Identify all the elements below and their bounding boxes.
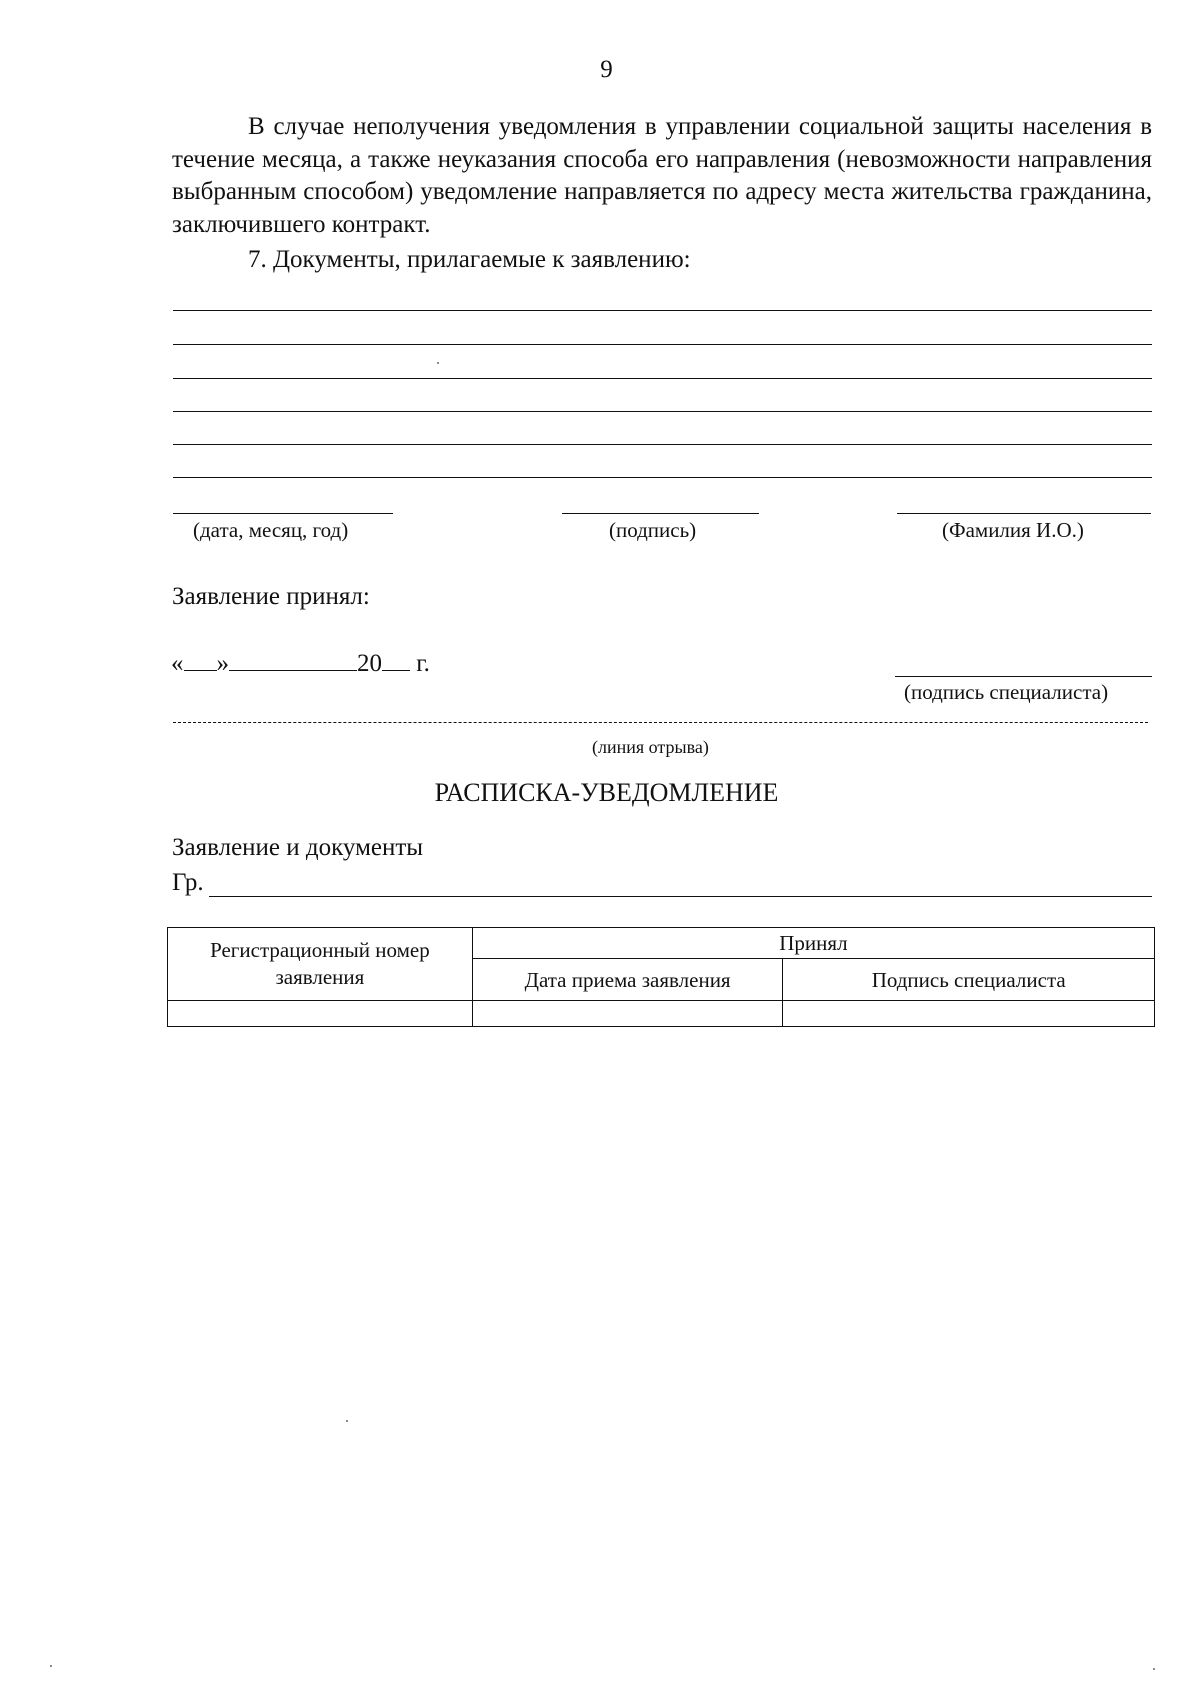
receipt-table [167,927,1155,1027]
reg-number-header: Регистрационный номер заявления [168,928,473,1001]
citizen-prefix: Гр. [172,869,204,896]
attached-documents-line[interactable] [173,344,1152,345]
date-close-quote: » [216,650,229,677]
date-signature-line[interactable] [173,513,393,514]
date-cell[interactable] [472,1001,783,1027]
year-blank[interactable] [382,648,410,671]
citizen-name-line[interactable] [209,896,1152,897]
month-blank[interactable] [229,648,357,671]
date-header: Дата приема заявления [472,959,783,1001]
applicant-signature-line[interactable] [562,513,759,514]
acceptance-date-field[interactable] [171,648,430,678]
attached-documents-line[interactable] [173,378,1152,379]
specialist-signature-line[interactable] [895,676,1152,677]
day-blank[interactable] [184,648,217,671]
tear-off-line [173,722,1148,723]
notice-paragraph: В случае неполучения уведомления в управлении социальной защиты населения в течение месяца, а также неуказания способа его направления (невозможности направления выбранным способом) уведомление направляется по адресу места жительства гражданина, заключившего контракт. [172,113,1152,238]
accepted-label: Заявление принял: [172,583,370,610]
year-suffix: г. [416,650,430,677]
attached-documents-line[interactable] [173,411,1152,412]
applicant-name-line[interactable] [897,513,1151,514]
scan-speck [1153,1668,1155,1670]
attached-documents-line[interactable] [173,477,1152,478]
scan-speck [437,362,439,364]
tear-off-caption: (линия отрыва) [592,737,709,757]
signature-cell[interactable] [783,1001,1155,1027]
reg-number-cell[interactable] [168,1001,473,1027]
attached-documents-label: 7. Документы, прилагаемые к заявлению: [248,246,691,273]
receipt-title: РАСПИСКА-УВЕДОМЛЕНИЕ [434,778,779,807]
receipt-line1: Заявление и документы [172,834,424,861]
signature-caption: (подпись) [609,518,697,542]
scan-speck [346,1420,348,1422]
signature-header: Подпись специалиста [783,959,1155,1001]
attached-documents-line[interactable] [173,444,1152,445]
year-prefix: 20 [357,650,382,677]
date-caption: (дата, месяц, год) [193,518,349,542]
attached-documents-line[interactable] [173,310,1152,311]
specialist-signature-caption: (подпись специалиста) [904,680,1109,704]
name-caption: (Фамилия И.О.) [942,518,1084,542]
date-open-quote: « [171,650,184,677]
accepted-header: Принял [472,928,1154,959]
page-number: 9 [600,56,613,83]
scan-speck [50,1665,52,1667]
